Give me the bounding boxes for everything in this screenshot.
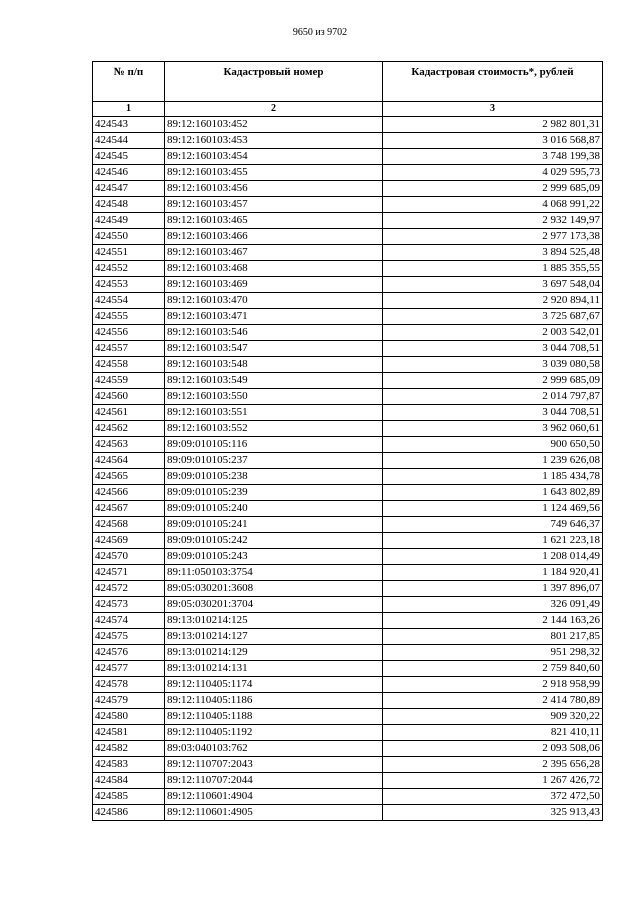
row-number-cell: 424576: [93, 645, 165, 661]
cadastral-cost-cell: 325 913,43: [383, 805, 603, 821]
cadastral-number-cell: 89:12:160103:550: [165, 389, 383, 405]
row-number-cell: 424579: [93, 693, 165, 709]
cadastral-cost-cell: 951 298,32: [383, 645, 603, 661]
cadastral-number-cell: 89:12:160103:469: [165, 277, 383, 293]
cadastral-cost-cell: 1 397 896,07: [383, 581, 603, 597]
cadastral-cost-cell: 3 039 080,58: [383, 357, 603, 373]
cadastral-cost-cell: 2 759 840,60: [383, 661, 603, 677]
table-row: [93, 661, 603, 677]
cadastral-cost-cell: 4 029 595,73: [383, 165, 603, 181]
cadastral-cost-cell: 372 472,50: [383, 789, 603, 805]
table-row: [93, 533, 603, 549]
table-header: [93, 62, 603, 117]
cadastral-cost-cell: 1 885 355,55: [383, 261, 603, 277]
cadastral-cost-cell: 2 982 801,31: [383, 117, 603, 133]
cadastral-number-cell: 89:12:110405:1192: [165, 725, 383, 741]
table-row: [93, 453, 603, 469]
row-number-cell: 424584: [93, 773, 165, 789]
table-row: [93, 741, 603, 757]
row-number-cell: 424570: [93, 549, 165, 565]
table-row: [93, 725, 603, 741]
table-row: [93, 789, 603, 805]
cadastral-cost-cell: 3 044 708,51: [383, 405, 603, 421]
cadastral-cost-cell: 3 894 525,48: [383, 245, 603, 261]
table-row: [93, 357, 603, 373]
row-number-cell: 424549: [93, 213, 165, 229]
column-number: 2: [165, 102, 383, 117]
cadastral-cost-cell: 2 999 685,09: [383, 373, 603, 389]
row-number-cell: 424582: [93, 741, 165, 757]
cadastral-number-cell: 89:12:160103:453: [165, 133, 383, 149]
row-number-cell: 424545: [93, 149, 165, 165]
cadastral-cost-cell: 1 643 802,89: [383, 485, 603, 501]
row-number-cell: 424567: [93, 501, 165, 517]
table-row: [93, 309, 603, 325]
row-number-cell: 424586: [93, 805, 165, 821]
row-number-cell: 424547: [93, 181, 165, 197]
cadastral-number-cell: 89:09:010105:239: [165, 485, 383, 501]
cadastral-cost-cell: 749 646,37: [383, 517, 603, 533]
table-row: [93, 469, 603, 485]
page-number: 9650 из 9702: [292, 27, 348, 38]
table-row: [93, 581, 603, 597]
cadastral-number-cell: 89:12:160103:470: [165, 293, 383, 309]
cadastral-number-cell: 89:12:160103:455: [165, 165, 383, 181]
table-row: [93, 629, 603, 645]
table-row: [93, 645, 603, 661]
cadastral-cost-cell: 1 184 920,41: [383, 565, 603, 581]
cadastral-cost-cell: 3 962 060,61: [383, 421, 603, 437]
row-number-cell: 424568: [93, 517, 165, 533]
cadastral-number-cell: 89:09:010105:237: [165, 453, 383, 469]
cadastral-cost-cell: 3 044 708,51: [383, 341, 603, 357]
table-body: [93, 117, 603, 821]
table-row: [93, 181, 603, 197]
table-row: [93, 613, 603, 629]
table-row: [93, 389, 603, 405]
cadastral-number-cell: 89:12:160103:466: [165, 229, 383, 245]
cadastral-number-cell: 89:12:110707:2044: [165, 773, 383, 789]
cadastral-cost-cell: 2 144 163,26: [383, 613, 603, 629]
row-number-cell: 424563: [93, 437, 165, 453]
row-number-cell: 424562: [93, 421, 165, 437]
cadastral-cost-cell: 1 185 434,78: [383, 469, 603, 485]
cadastral-number-cell: 89:12:160103:547: [165, 341, 383, 357]
cadastral-cost-cell: 3 748 199,38: [383, 149, 603, 165]
table-row: [93, 693, 603, 709]
cadastral-cost-cell: 2 414 780,89: [383, 693, 603, 709]
cadastral-cost-cell: 2 395 656,28: [383, 757, 603, 773]
header-cadastral-number: Кадастровый номер: [165, 62, 383, 102]
header-row-number: № п/п: [93, 62, 165, 102]
cadastral-number-cell: 89:09:010105:242: [165, 533, 383, 549]
row-number-cell: 424554: [93, 293, 165, 309]
column-number: 3: [383, 102, 603, 117]
table-row: [93, 517, 603, 533]
column-number-row: [93, 102, 603, 117]
cadastral-cost-cell: 2 918 958,99: [383, 677, 603, 693]
row-number-cell: 424555: [93, 309, 165, 325]
row-number-cell: 424571: [93, 565, 165, 581]
table-row: [93, 165, 603, 181]
row-number-cell: 424560: [93, 389, 165, 405]
row-number-cell: 424574: [93, 613, 165, 629]
cadastral-cost-cell: 2 014 797,87: [383, 389, 603, 405]
row-number-cell: 424577: [93, 661, 165, 677]
table-row: [93, 437, 603, 453]
row-number-cell: 424580: [93, 709, 165, 725]
cadastral-number-cell: 89:12:160103:471: [165, 309, 383, 325]
cadastral-number-cell: 89:09:010105:243: [165, 549, 383, 565]
cadastral-cost-cell: 3 697 548,04: [383, 277, 603, 293]
table-row: [93, 565, 603, 581]
cadastral-number-cell: 89:09:010105:238: [165, 469, 383, 485]
cadastral-cost-cell: 2 003 542,01: [383, 325, 603, 341]
row-number-cell: 424550: [93, 229, 165, 245]
table-row: [93, 293, 603, 309]
cadastral-number-cell: 89:09:010105:116: [165, 437, 383, 453]
cadastral-cost-cell: 2 999 685,09: [383, 181, 603, 197]
table-row: [93, 133, 603, 149]
cadastral-number-cell: 89:11:050103:3754: [165, 565, 383, 581]
row-number-cell: 424581: [93, 725, 165, 741]
table-row: [93, 149, 603, 165]
cadastral-number-cell: 89:12:160103:468: [165, 261, 383, 277]
cadastral-number-cell: 89:12:110707:2043: [165, 757, 383, 773]
cadastral-cost-cell: 2 093 508,06: [383, 741, 603, 757]
cadastral-number-cell: 89:03:040103:762: [165, 741, 383, 757]
row-number-cell: 424551: [93, 245, 165, 261]
cadastral-number-cell: 89:12:110405:1186: [165, 693, 383, 709]
cadastral-number-cell: 89:12:160103:467: [165, 245, 383, 261]
row-number-cell: 424569: [93, 533, 165, 549]
cadastral-cost-cell: 1 267 426,72: [383, 773, 603, 789]
cadastre-table: [92, 61, 603, 821]
cadastral-number-cell: 89:12:110405:1188: [165, 709, 383, 725]
table-row: [93, 405, 603, 421]
cadastral-cost-cell: 909 320,22: [383, 709, 603, 725]
cadastral-number-cell: 89:05:030201:3608: [165, 581, 383, 597]
table-row: [93, 485, 603, 501]
table-row: [93, 373, 603, 389]
row-number-cell: 424557: [93, 341, 165, 357]
table-row: [93, 261, 603, 277]
table-row: [93, 501, 603, 517]
cadastral-number-cell: 89:12:160103:551: [165, 405, 383, 421]
row-number-cell: 424585: [93, 789, 165, 805]
row-number-cell: 424552: [93, 261, 165, 277]
cadastral-number-cell: 89:12:160103:452: [165, 117, 383, 133]
cadastral-number-cell: 89:12:110405:1174: [165, 677, 383, 693]
row-number-cell: 424572: [93, 581, 165, 597]
column-number: 1: [93, 102, 165, 117]
cadastral-number-cell: 89:09:010105:241: [165, 517, 383, 533]
table-row: [93, 245, 603, 261]
cadastral-number-cell: 89:12:160103:552: [165, 421, 383, 437]
table-row: [93, 229, 603, 245]
cadastral-number-cell: 89:12:160103:548: [165, 357, 383, 373]
table-row: [93, 757, 603, 773]
table-row: [93, 677, 603, 693]
cadastral-cost-cell: 1 124 469,56: [383, 501, 603, 517]
row-number-cell: 424559: [93, 373, 165, 389]
header-row: [93, 62, 603, 102]
cadastral-cost-cell: 821 410,11: [383, 725, 603, 741]
cadastral-number-cell: 89:12:160103:465: [165, 213, 383, 229]
table-row: [93, 213, 603, 229]
cadastral-cost-cell: 801 217,85: [383, 629, 603, 645]
table-row: [93, 805, 603, 821]
table-row: [93, 117, 603, 133]
row-number-cell: 424548: [93, 197, 165, 213]
cadastral-number-cell: 89:12:160103:457: [165, 197, 383, 213]
cadastral-cost-cell: 1 239 626,08: [383, 453, 603, 469]
cadastral-cost-cell: 1 621 223,18: [383, 533, 603, 549]
row-number-cell: 424544: [93, 133, 165, 149]
cadastral-number-cell: 89:12:110601:4904: [165, 789, 383, 805]
cadastral-number-cell: 89:12:160103:456: [165, 181, 383, 197]
row-number-cell: 424553: [93, 277, 165, 293]
row-number-cell: 424573: [93, 597, 165, 613]
cadastral-number-cell: 89:09:010105:240: [165, 501, 383, 517]
cadastral-number-cell: 89:05:030201:3704: [165, 597, 383, 613]
header-cadastral-cost: Кадастровая стоимость*, рублей: [383, 62, 603, 102]
row-number-cell: 424558: [93, 357, 165, 373]
row-number-cell: 424565: [93, 469, 165, 485]
cadastral-cost-cell: 2 932 149,97: [383, 213, 603, 229]
row-number-cell: 424583: [93, 757, 165, 773]
cadastral-number-cell: 89:13:010214:129: [165, 645, 383, 661]
row-number-cell: 424566: [93, 485, 165, 501]
row-number-cell: 424578: [93, 677, 165, 693]
cadastral-cost-cell: 326 091,49: [383, 597, 603, 613]
row-number-cell: 424543: [93, 117, 165, 133]
cadastral-cost-cell: 900 650,50: [383, 437, 603, 453]
table-row: [93, 709, 603, 725]
cadastral-cost-cell: 3 725 687,67: [383, 309, 603, 325]
table-row: [93, 325, 603, 341]
cadastral-number-cell: 89:12:110601:4905: [165, 805, 383, 821]
cadastral-number-cell: 89:12:160103:546: [165, 325, 383, 341]
row-number-cell: 424561: [93, 405, 165, 421]
row-number-cell: 424556: [93, 325, 165, 341]
table-row: [93, 197, 603, 213]
table-row: [93, 773, 603, 789]
table-row: [93, 341, 603, 357]
cadastral-number-cell: 89:12:160103:549: [165, 373, 383, 389]
cadastral-number-cell: 89:13:010214:131: [165, 661, 383, 677]
row-number-cell: 424546: [93, 165, 165, 181]
cadastral-cost-cell: 2 920 894,11: [383, 293, 603, 309]
row-number-cell: 424564: [93, 453, 165, 469]
cadastral-cost-cell: 2 977 173,38: [383, 229, 603, 245]
table-row: [93, 277, 603, 293]
cadastral-number-cell: 89:13:010214:125: [165, 613, 383, 629]
table-row: [93, 421, 603, 437]
cadastral-number-cell: 89:12:160103:454: [165, 149, 383, 165]
cadastral-number-cell: 89:13:010214:127: [165, 629, 383, 645]
table-row: [93, 597, 603, 613]
table-row: [93, 549, 603, 565]
cadastral-cost-cell: 4 068 991,22: [383, 197, 603, 213]
cadastral-cost-cell: 1 208 014,49: [383, 549, 603, 565]
cadastral-cost-cell: 3 016 568,87: [383, 133, 603, 149]
row-number-cell: 424575: [93, 629, 165, 645]
